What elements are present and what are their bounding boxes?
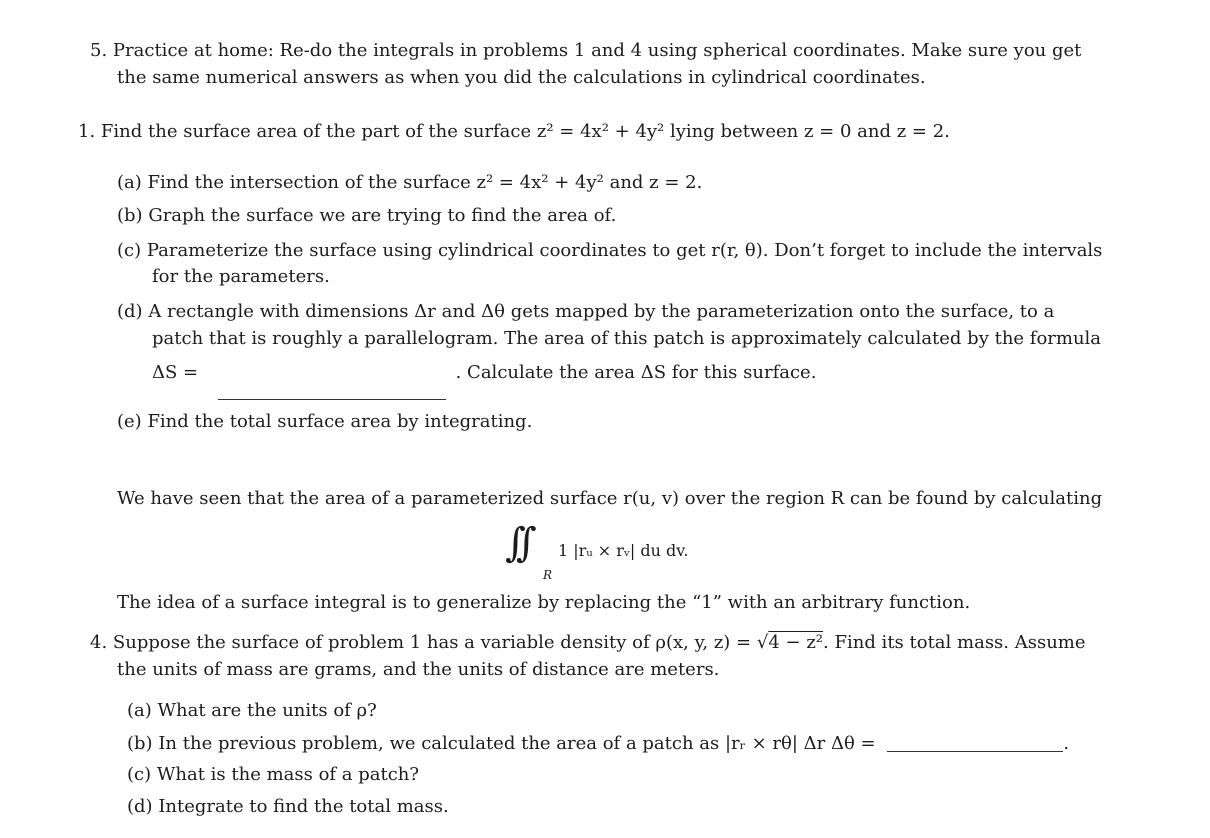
problem-4-line-2: the units of mass are grams, and the units of distance are meters. [117, 659, 720, 680]
problem-4-number: 4. [90, 632, 108, 653]
part-label: (c) [117, 240, 142, 261]
surface-area-formula [505, 520, 689, 582]
problem-4-part-c [127, 764, 419, 785]
part-text: Integrate to find the total mass. [158, 796, 449, 817]
problem-5-line-2: the same numerical answers as when you did the calculations in cylindrical coordinates. [117, 67, 926, 88]
part-label: (d) [127, 796, 153, 817]
delta-s-equals: ΔS = [152, 362, 199, 383]
interlude-line-1: We have seen that the area of a parameterized surface r(u, v) over the region R can be found by calculating [117, 488, 1103, 509]
problem-4-part-b [127, 733, 1069, 754]
problem-5 [90, 40, 1081, 61]
part-text-start: In the previous problem, we calculated the area of a patch as |rᵣ × rθ| Δr Δθ = [158, 733, 876, 754]
part-text: Graph the surface we are trying to find the area of. [148, 205, 617, 226]
problem-1-part-a [117, 172, 702, 193]
part-text-end: . [1063, 733, 1070, 754]
part-label: (d) [117, 301, 143, 322]
problem-1-part-b [117, 205, 616, 226]
problem-5-number: 5. [90, 40, 108, 61]
problem-5-line-1: Practice at home: Re-do the integrals in problems 1 and 4 using spherical coordinates. Make sure you get [112, 40, 1082, 61]
sqrt-symbol: √ [756, 632, 769, 653]
part-label: (a) [127, 700, 152, 721]
problem-1-part-c-line-2: for the parameters. [152, 266, 330, 287]
part-label: (b) [127, 733, 153, 754]
double-integral-symbol: ∫∫ [505, 520, 527, 566]
answer-blank-patch-area[interactable] [887, 751, 1063, 752]
problem-1 [78, 121, 950, 142]
sqrt-radicand: 4 − z² [768, 632, 824, 653]
problem-4-line-1-start: Suppose the surface of problem 1 has a variable density of ρ(x, y, z) = [112, 632, 752, 653]
problem-1-part-d-line-3 [152, 362, 816, 400]
part-label: (a) [117, 172, 142, 193]
problem-4-part-d [127, 796, 449, 817]
answer-blank-delta-s[interactable] [218, 399, 446, 400]
integrand: 1 |rᵤ × rᵥ| du dv. [558, 541, 689, 560]
interlude-line-2: The idea of a surface integral is to generalize by replacing the “1” with an arbitrary function. [117, 592, 971, 613]
part-text: What are the units of ρ? [157, 700, 377, 721]
part-text-line-1: Parameterize the surface using cylindrical coordinates to get r(r, θ). Don’t forget to include the intervals [146, 240, 1103, 261]
problem-4-part-a [127, 700, 377, 721]
part-text-line-3-end: . Calculate the area ΔS for this surface. [455, 362, 817, 383]
part-label: (c) [127, 764, 152, 785]
part-text: Find the total surface area by integrating. [147, 411, 533, 432]
problem-1-part-c [117, 240, 1102, 261]
problem-1-part-d [117, 301, 1054, 322]
part-text-line-1: A rectangle with dimensions Δr and Δθ gets mapped by the parameterization onto the surface, to a [148, 301, 1055, 322]
problem-4-line-1-end: . Find its total mass. Assume [823, 632, 1086, 653]
problem-1-part-d-line-2: patch that is roughly a parallelogram. The area of this patch is approximately calculated by the formula [152, 328, 1102, 349]
part-label: (b) [117, 205, 143, 226]
part-label: (e) [117, 411, 142, 432]
problem-4 [90, 632, 1086, 653]
part-text: What is the mass of a patch? [156, 764, 420, 785]
problem-1-statement: Find the surface area of the part of the surface z² = 4x² + 4y² lying between z = 0 and z = 2. [100, 121, 950, 142]
integral-region: R [543, 568, 553, 582]
part-text: Find the intersection of the surface z² = 4x² + 4y² and z = 2. [147, 172, 703, 193]
problem-1-number: 1. [78, 121, 96, 142]
problem-1-part-e [117, 411, 532, 432]
